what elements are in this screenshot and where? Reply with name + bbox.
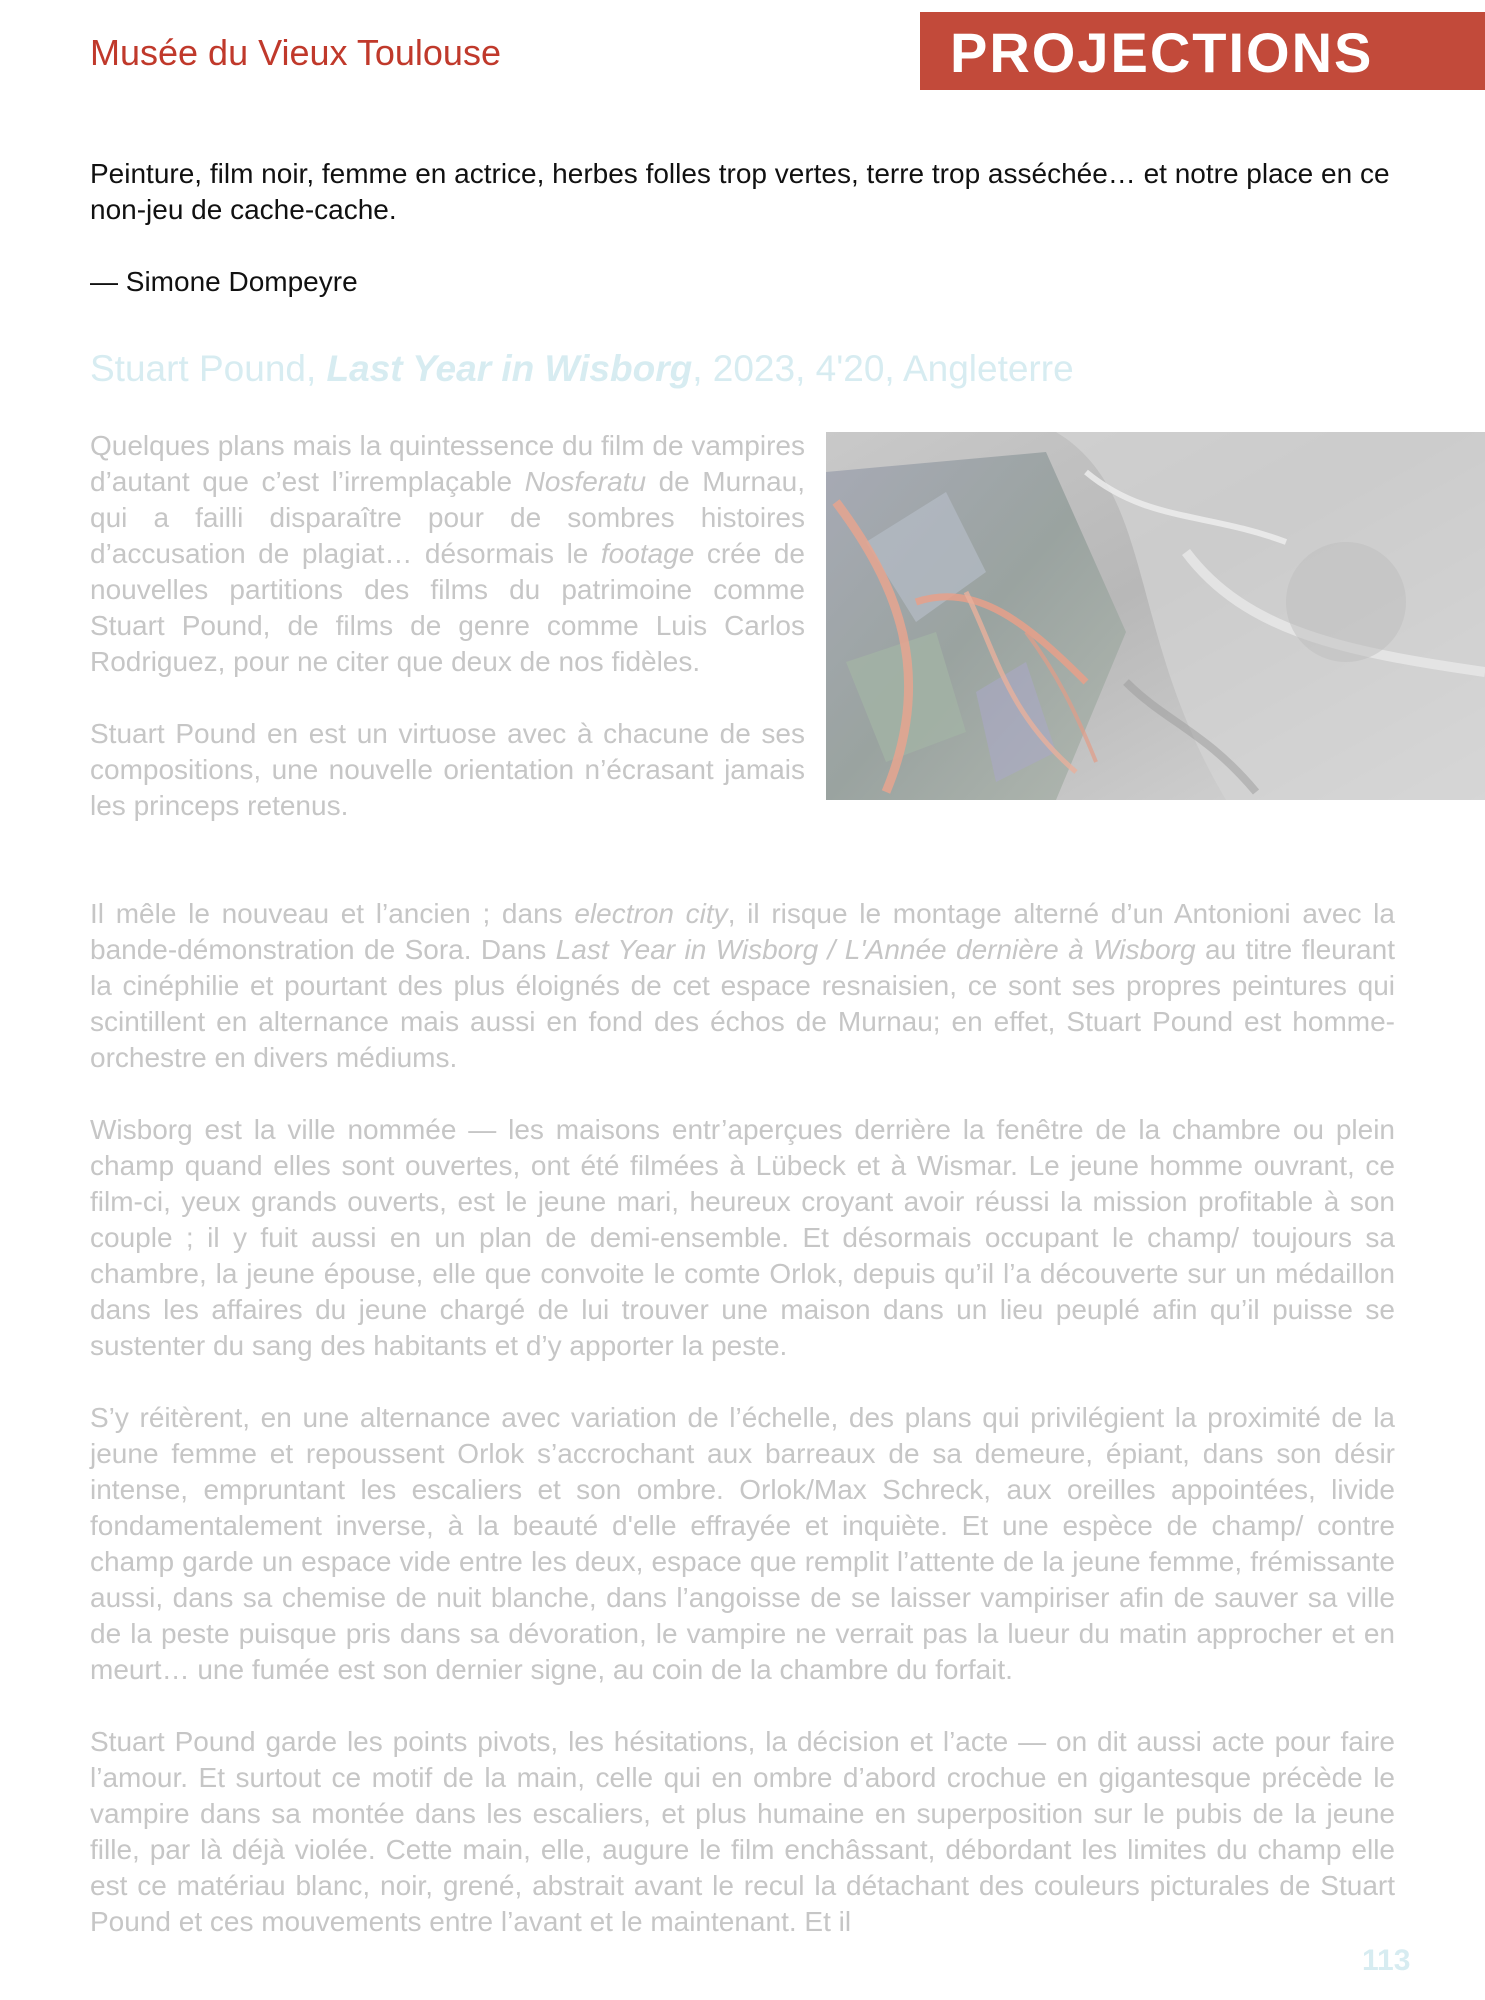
p3-part-c: au titre fleurant la cinéphilie et pourtant des plus éloignés de cet espace resnaisien, ce sont ses propres peintures qui scintillent en alternance mais aussi en fond des échos de Murnau; en effet, Stuart Pound est homme-orchestre en divers médiums. (90, 934, 1395, 1073)
p3-film-title: Last Year in Wisborg / L'Année dernière à Wisborg (555, 934, 1196, 965)
paragraph-4: Wisborg est la ville nommée — les maisons entr’aperçues derrière la fenêtre de la chambre ou plein champ quand elles sont ouvertes, ont été filmées à Lübeck et à Wismar. Le jeune homme ouvrant, ce film-ci, yeux grands ouverts, est le jeune mari, heureux croyant avoir réussi la mission profitable à son couple ; il y fuit aussi en un plan de demi-ensemble. Et désormais occupant le champ/ toujours sa chambre, la jeune épouse, elle que convoite le comte Orlok, depuis qu’il l’a découverte sur un médaillon dans les affaires du jeune chargé de lui trouver une maison dans un lieu peuplé afin qu’il puisse se sustenter du sang des habitants et d’y apporter la peste. (90, 1114, 1395, 1361)
paragraph-1 (90, 428, 805, 680)
film-heading (90, 348, 1395, 390)
p1-part-b: de Murnau, qui a failli disparaître pour de sombres histoires d’accusation de plagiat… désormais le (90, 466, 806, 569)
film-title: Last Year in Wisborg (326, 348, 693, 389)
paragraph-3 (90, 896, 1395, 1076)
p3-part-b: , il risque le montage alterné d’un Antonioni avec la bande-démonstration de Sora. Dans (90, 898, 1395, 965)
section-label: PROJECTIONS (950, 21, 1374, 84)
film-still-image (826, 432, 1485, 800)
left-column (90, 428, 805, 860)
paragraph-2: Stuart Pound en est un virtuose avec à chacune de ses compositions, une nouvelle orientation n’écrasant jamais les princeps retenus. (90, 718, 805, 821)
p1-footage: footage (600, 538, 695, 569)
p3-electron-city: electron city (574, 898, 728, 929)
paragraph-5: S’y réitèrent, en une alternance avec variation de l’échelle, des plans qui privilégient la proximité de la jeune femme et repoussent Orlok s’accrochant aux barreaux de sa demeure, épiant, dans son désir intense, empruntant les escaliers et son ombre. Orlok/Max Schreck, aux oreilles appointées, livide fondamentalement inverse, à la beauté d'elle effrayée et inquiète. Et une espèce de champ/ contre champ garde un espace vide entre les deux, espace que remplit l’attente de la jeune femme, frémissante aussi, dans sa chemise de nuit blanche, dans l’angoisse de se laisser vampiriser afin de sauver sa ville de la peste puisque pris dans sa dévoration, le vampire ne verrait pas la lueur du matin approcher et en meurt… une fumée est son dernier signe, au coin de la chambre du forfait. (90, 1402, 1395, 1685)
p1-part-a: Quelques plans mais la quintessence du film de vampires d’autant que c’est l’irremplaçable (90, 430, 805, 497)
paragraph-6: Stuart Pound garde les points pivots, les hésitations, la décision et l’acte — on dit aussi acte pour faire l’amour. Et surtout ce motif de la main, celle qui en ombre d’abord crochue en gigantesque précède le vampire dans sa montée dans les escaliers, et plus humaine en superposition sur le pubis de la jeune fille, par là déjà violée. Cette main, elle, augure le film enchâssant, débordant les limites du champ elle est ce matériau blanc, noir, grené, abstrait avant le recul la détachant des couleurs picturales de Stuart Pound et ces mouvements entre l’avant et le maintenant. Et il (90, 1726, 1395, 1937)
page-number: 113 (1362, 1944, 1411, 1977)
full-width-text (90, 896, 1395, 1976)
film-details: , 2023, 4'20, Angleterre (692, 348, 1074, 389)
p1-nosferatu: Nosferatu (524, 466, 647, 497)
p3-part-a: Il mêle le nouveau et l’ancien ; dans (90, 898, 575, 929)
intro-text: Peinture, film noir, femme en actrice, herbes folles trop vertes, terre trop asséchée… et notre place en ce non-jeu de cache-cache. (90, 158, 1390, 225)
p1-part-c: crée de nouvelles partitions des films du patrimoine comme Stuart Pound, de films de genre comme Luis Carlos Rodriguez, pour ne citer que deux de nos fidèles. (90, 538, 805, 677)
film-director: Stuart Pound, (90, 348, 327, 389)
section-banner (920, 12, 1485, 90)
film-still-graphic (826, 432, 1485, 800)
museum-name: Musée du Vieux Toulouse (90, 32, 501, 73)
intro-author: — Simone Dompeyre (90, 266, 358, 297)
